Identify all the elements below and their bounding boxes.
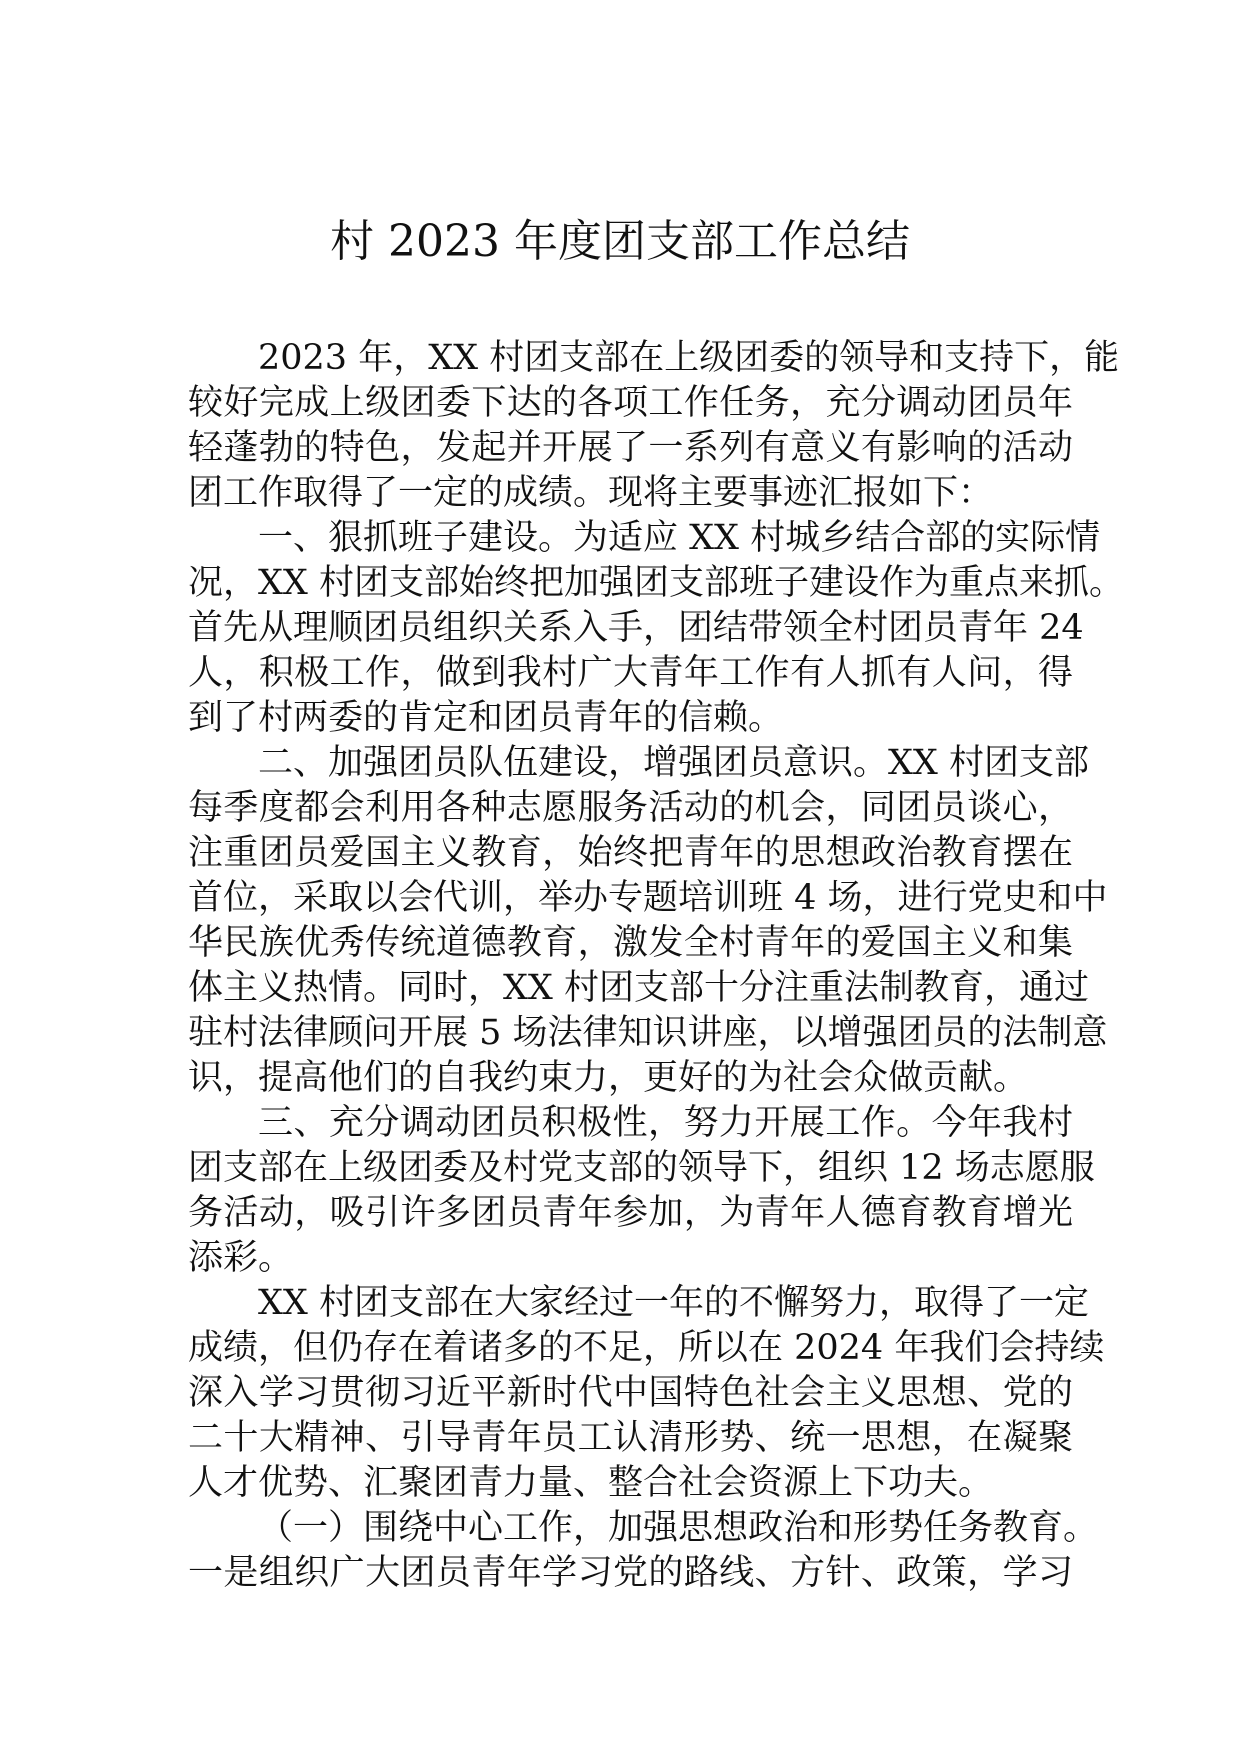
text-line: 一、狠抓班子建设。为适应 XX 村城乡结合部的实际情 [258,518,1101,558]
text-line: 深入学习贯彻习近平新时代中国特色社会主义思想、党的 [188,1373,1073,1413]
text-line: 三、充分调动团员积极性，努力开展工作。今年我村 [258,1103,1073,1143]
text-line: 每季度都会利用各种志愿服务活动的机会，同团员谈心， [188,788,1073,828]
text-line: 况，XX 村团支部始终把加强团支部班子建设作为重点来抓。 [188,563,1124,603]
document-title: 村 2023 年度团支部工作总结 [330,216,910,267]
text-line: 团工作取得了一定的成绩。现将主要事迹汇报如下： [188,473,994,513]
text-line: 人才优势、汇聚团青力量、整合社会资源上下功夫。 [188,1463,994,1503]
text-line: 到了村两委的肯定和团员青年的信赖。 [188,698,784,738]
text-line: 团支部在上级团委及村党支部的领导下，组织 12 场志愿服 [188,1148,1095,1188]
text-line: 成绩，但仍存在着诸多的不足，所以在 2024 年我们会持续 [188,1328,1105,1368]
text-line: 首位，采取以会代训，举办专题培训班 4 场，进行党史和中 [188,878,1108,918]
text-line: 添彩。 [188,1238,294,1278]
text-line: 华民族优秀传统道德教育，激发全村青年的爱国主义和集 [188,923,1073,963]
text-line: 一是组织广大团员青年学习党的路线、方针、政策，学习 [188,1553,1073,1593]
text-line: 二十大精神、引导青年员工认清形势、统一思想，在凝聚 [188,1418,1073,1458]
text-line: （一）围绕中心工作，加强思想政治和形势任务教育。 [258,1508,1099,1548]
text-line: 轻蓬勃的特色，发起并开展了一系列有意义有影响的活动 [188,428,1073,468]
text-line: 识，提高他们的自我约束力，更好的为社会众做贡献。 [188,1058,1029,1098]
text-line: 注重团员爱国主义教育，始终把青年的思想政治教育摆在 [188,833,1073,873]
text-line: 务活动，吸引许多团员青年参加，为青年人德育教育增光 [188,1193,1073,1233]
text-line: 较好完成上级团委下达的各项工作任务，充分调动团员年 [188,383,1073,423]
text-line: XX 村团支部在大家经过一年的不懈努力，取得了一定 [258,1283,1089,1323]
text-line: 体主义热情。同时，XX 村团支部十分注重法制教育，通过 [188,968,1089,1008]
text-line: 驻村法律顾问开展 5 场法律知识讲座，以增强团员的法制意 [188,1013,1108,1053]
text-line: 人，积极工作，做到我村广大青年工作有人抓有人问，得 [188,653,1073,693]
text-line: 首先从理顺团员组织关系入手，团结带领全村团员青年 24 [188,608,1084,648]
text-line: 2023 年，XX 村团支部在上级团委的领导和支持下，能 [258,338,1120,378]
text-line: 二、加强团员队伍建设，增强团员意识。XX 村团支部 [258,743,1089,783]
document-body [188,336,1124,1596]
